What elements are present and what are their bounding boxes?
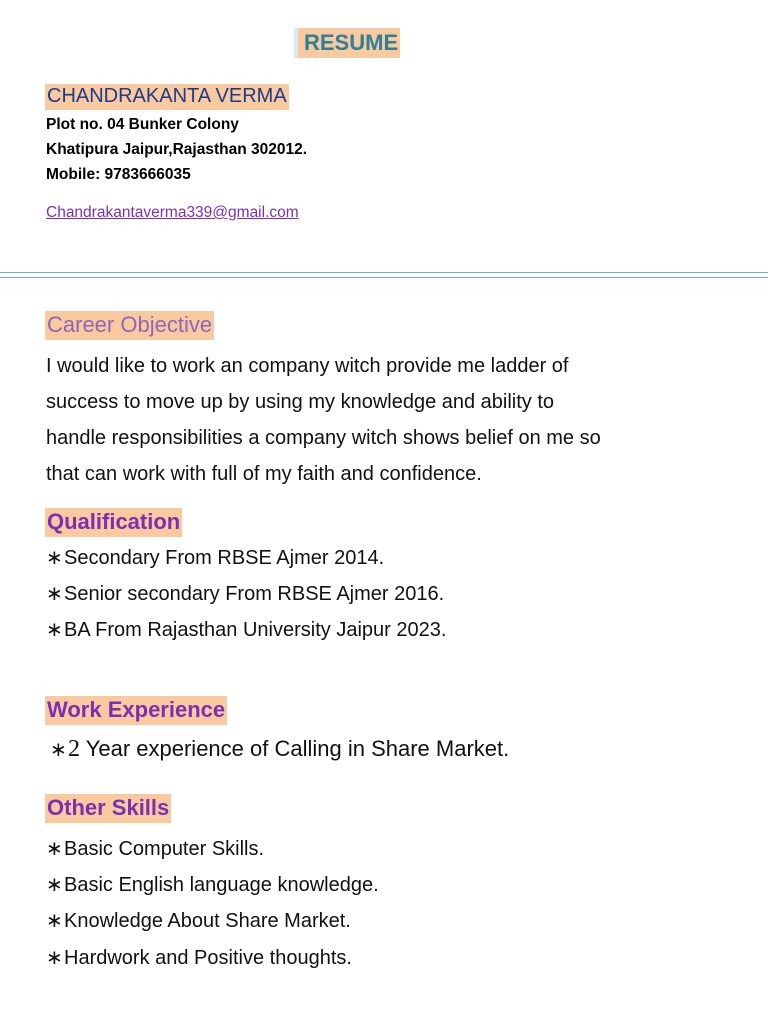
skill-text: Basic Computer Skills. (64, 838, 265, 860)
qualification-item (46, 581, 444, 606)
skill-text: Hardwork and Positive thoughts. (64, 947, 352, 969)
email-link[interactable]: Chandrakantaverma339@gmail.com (46, 204, 299, 221)
address-line-1: Plot no. 04 Bunker Colony (46, 116, 239, 133)
qualification-item (46, 617, 446, 642)
work-experience-item (50, 736, 509, 763)
qualification-heading: Qualification (45, 508, 182, 537)
skill-item (46, 836, 264, 861)
divider-line-top (0, 272, 768, 273)
bullet-icon: ∗ (46, 910, 63, 932)
objective-line: success to move up by using my knowledge and ability to (46, 391, 555, 413)
qualification-item (46, 545, 384, 570)
bullet-icon: ∗ (46, 583, 63, 605)
qualification-text: Senior secondary From RBSE Ajmer 2016. (64, 583, 445, 605)
divider-line-bottom (0, 277, 768, 278)
mobile-number: Mobile: 9783666035 (46, 166, 191, 183)
bullet-icon: ∗ (46, 838, 63, 860)
objective-line: handle responsibilities a company witch shows belief on me so (46, 427, 601, 449)
objective-line: that can work with full of my faith and confidence. (46, 463, 482, 485)
career-objective-heading: Career Objective (45, 311, 214, 340)
candidate-name: CHANDRAKANTA VERMA (45, 84, 289, 110)
work-experience-heading: Work Experience (45, 696, 227, 725)
qualification-text: BA From Rajasthan University Jaipur 2023. (64, 619, 447, 641)
other-skills-heading: Other Skills (45, 794, 171, 823)
bullet-icon: ∗ (46, 874, 63, 896)
skill-text: Knowledge About Share Market. (64, 910, 351, 932)
bullet-icon: ∗ (46, 619, 63, 641)
objective-line: I would like to work an company witch provide me ladder of (46, 355, 569, 377)
bullet-icon: ∗ (46, 947, 63, 969)
work-experience-text: Year experience of Calling in Share Market. (80, 736, 510, 761)
skill-item (46, 872, 379, 897)
bullet-icon: ∗ (46, 547, 63, 569)
skill-item (46, 945, 352, 970)
skill-item (46, 908, 351, 933)
qualification-text: Secondary From RBSE Ajmer 2014. (64, 547, 385, 569)
skill-text: Basic English language knowledge. (64, 874, 379, 896)
experience-years: 2 (68, 736, 80, 762)
bullet-icon: ∗ (50, 739, 67, 761)
career-objective-text (46, 348, 736, 492)
resume-title: RESUME (294, 28, 400, 58)
address-line-2: Khatipura Jaipur,Rajasthan 302012. (46, 141, 308, 158)
